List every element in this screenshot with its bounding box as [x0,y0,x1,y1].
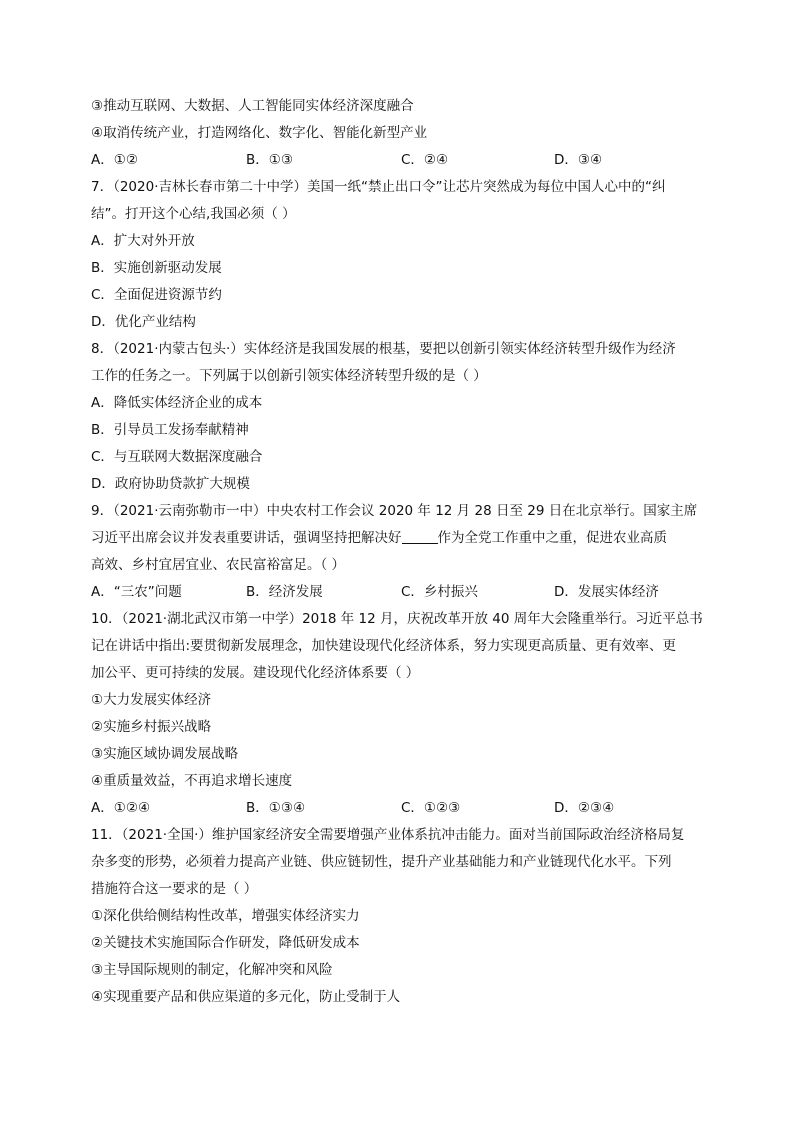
q9-stem-line3: 高效、乡村宜居宜业、农民富裕富足。（ ） [91,557,346,573]
q11-stem-line3: 措施符合这一要求的是（ ） [91,881,258,897]
q10-item-2: ②实施乡村振兴战略 [91,719,212,735]
q9-stem-line2-before-blank: 习近平出席会议并发表重要讲话，强调坚持把解决好 [91,530,402,546]
q9-stem-line1: 9．（2021·云南弥勒市一中）中央农村工作会议 2020 年 12 月 28 日至 29 日在北京举行。国家主席 [91,503,698,519]
q7-option-b: B．实施创新驱动发展 [91,260,222,276]
q10-stem-line1: 10．（2021·湖北武汉市第一中学）2018 年 12 月，庆祝改革开放 40 周年大会隆重举行。习近平总书 [91,611,703,627]
q6-option-c: C．②④ [401,152,449,168]
worksheet-page [91,93,703,1011]
q10-item-4: ④重质量效益，不再追求增长速度 [91,773,293,789]
q7-option-d: D．优化产业结构 [91,314,196,330]
q9-stem-line2 [91,525,703,552]
q10-option-b: B．①③④ [246,800,306,816]
q9-option-b: B．经济发展 [246,584,323,600]
q11-item-3: ③主导国际规则的制定，化解冲突和风险 [91,962,333,978]
q10-option-c: C．①②③ [401,800,461,816]
answer-blank [402,529,438,544]
q10-stem-line3: 加公平、更可持续的发展。建设现代化经济体系要（ ） [91,665,420,681]
q7-option-c: C．全面促进资源节约 [91,287,222,303]
q9-option-a: A．“三农”问题 [91,584,182,600]
q11-stem-line2: 杂多变的形势，必须着力提高产业链、供应链韧性，提升产业基础能力和产业链现代化水平。下列 [91,854,672,870]
q6-item-4: ④取消传统产业，打造网络化、数字化、智能化新型产业 [91,125,428,141]
q8-stem-line2: 工作的任务之一。下列属于以创新引领实体经济转型升级的是（ ） [91,368,487,384]
q10-option-a: A．①②④ [91,800,151,816]
q9-options [91,579,703,606]
q9-stem-line2-after-blank: 作为全党工作重中之重，促进农业高质 [437,530,667,546]
q9-option-c: C．乡村振兴 [401,584,478,600]
q11-item-4: ④实现重要产品和供应渠道的多元化，防止受制于人 [91,989,401,1005]
q10-stem-line2: 记在讲话中指出:要贯彻新发展理念，加快建设现代化经济体系，努力实现更高质量、更有效率、更 [91,638,677,654]
q10-option-d: D．②③④ [554,800,615,816]
q10-options [91,795,703,822]
q11-stem-line1: 11．（2021·全国·）维护国家经济安全需要增强产业体系抗冲击能力。面对当前国际政治经济格局复 [91,827,685,843]
q11-item-1: ①深化供给侧结构性改革，增强实体经济实力 [91,908,360,924]
q6-options [91,147,703,174]
q8-option-a: A．降低实体经济企业的成本 [91,395,263,411]
q8-option-d: D．政府协助贷款扩大规模 [91,476,250,492]
q7-stem-line1: 7．（2020·吉林长春市第二十中学）美国一纸“禁止出口令”让芯片突然成为每位中国人心中的“纠 [91,179,666,195]
q6-item-3: ③推动互联网、大数据、人工智能同实体经济深度融合 [91,98,414,114]
q7-option-a: A．扩大对外开放 [91,233,195,249]
q8-option-c: C．与互联网大数据深度融合 [91,449,263,465]
q10-item-1: ①大力发展实体经济 [91,692,212,708]
q8-option-b: B．引导员工发扬奉献精神 [91,422,249,438]
q8-stem-line1: 8．（2021·内蒙古包头·）实体经济是我国发展的根基，要把以创新引领实体经济转型升级作为经济 [91,341,676,357]
q6-option-d: D．③④ [554,152,603,168]
q11-item-2: ②关键技术实施国际合作研发，降低研发成本 [91,935,360,951]
q6-option-a: A．①② [91,152,138,168]
q6-option-b: B．①③ [246,152,293,168]
q7-stem-line2: 结”。打开这个心结,我国必须（ ） [91,206,296,222]
q9-option-d: D．发展实体经济 [554,584,659,600]
q10-item-3: ③实施区域协调发展战略 [91,746,239,762]
